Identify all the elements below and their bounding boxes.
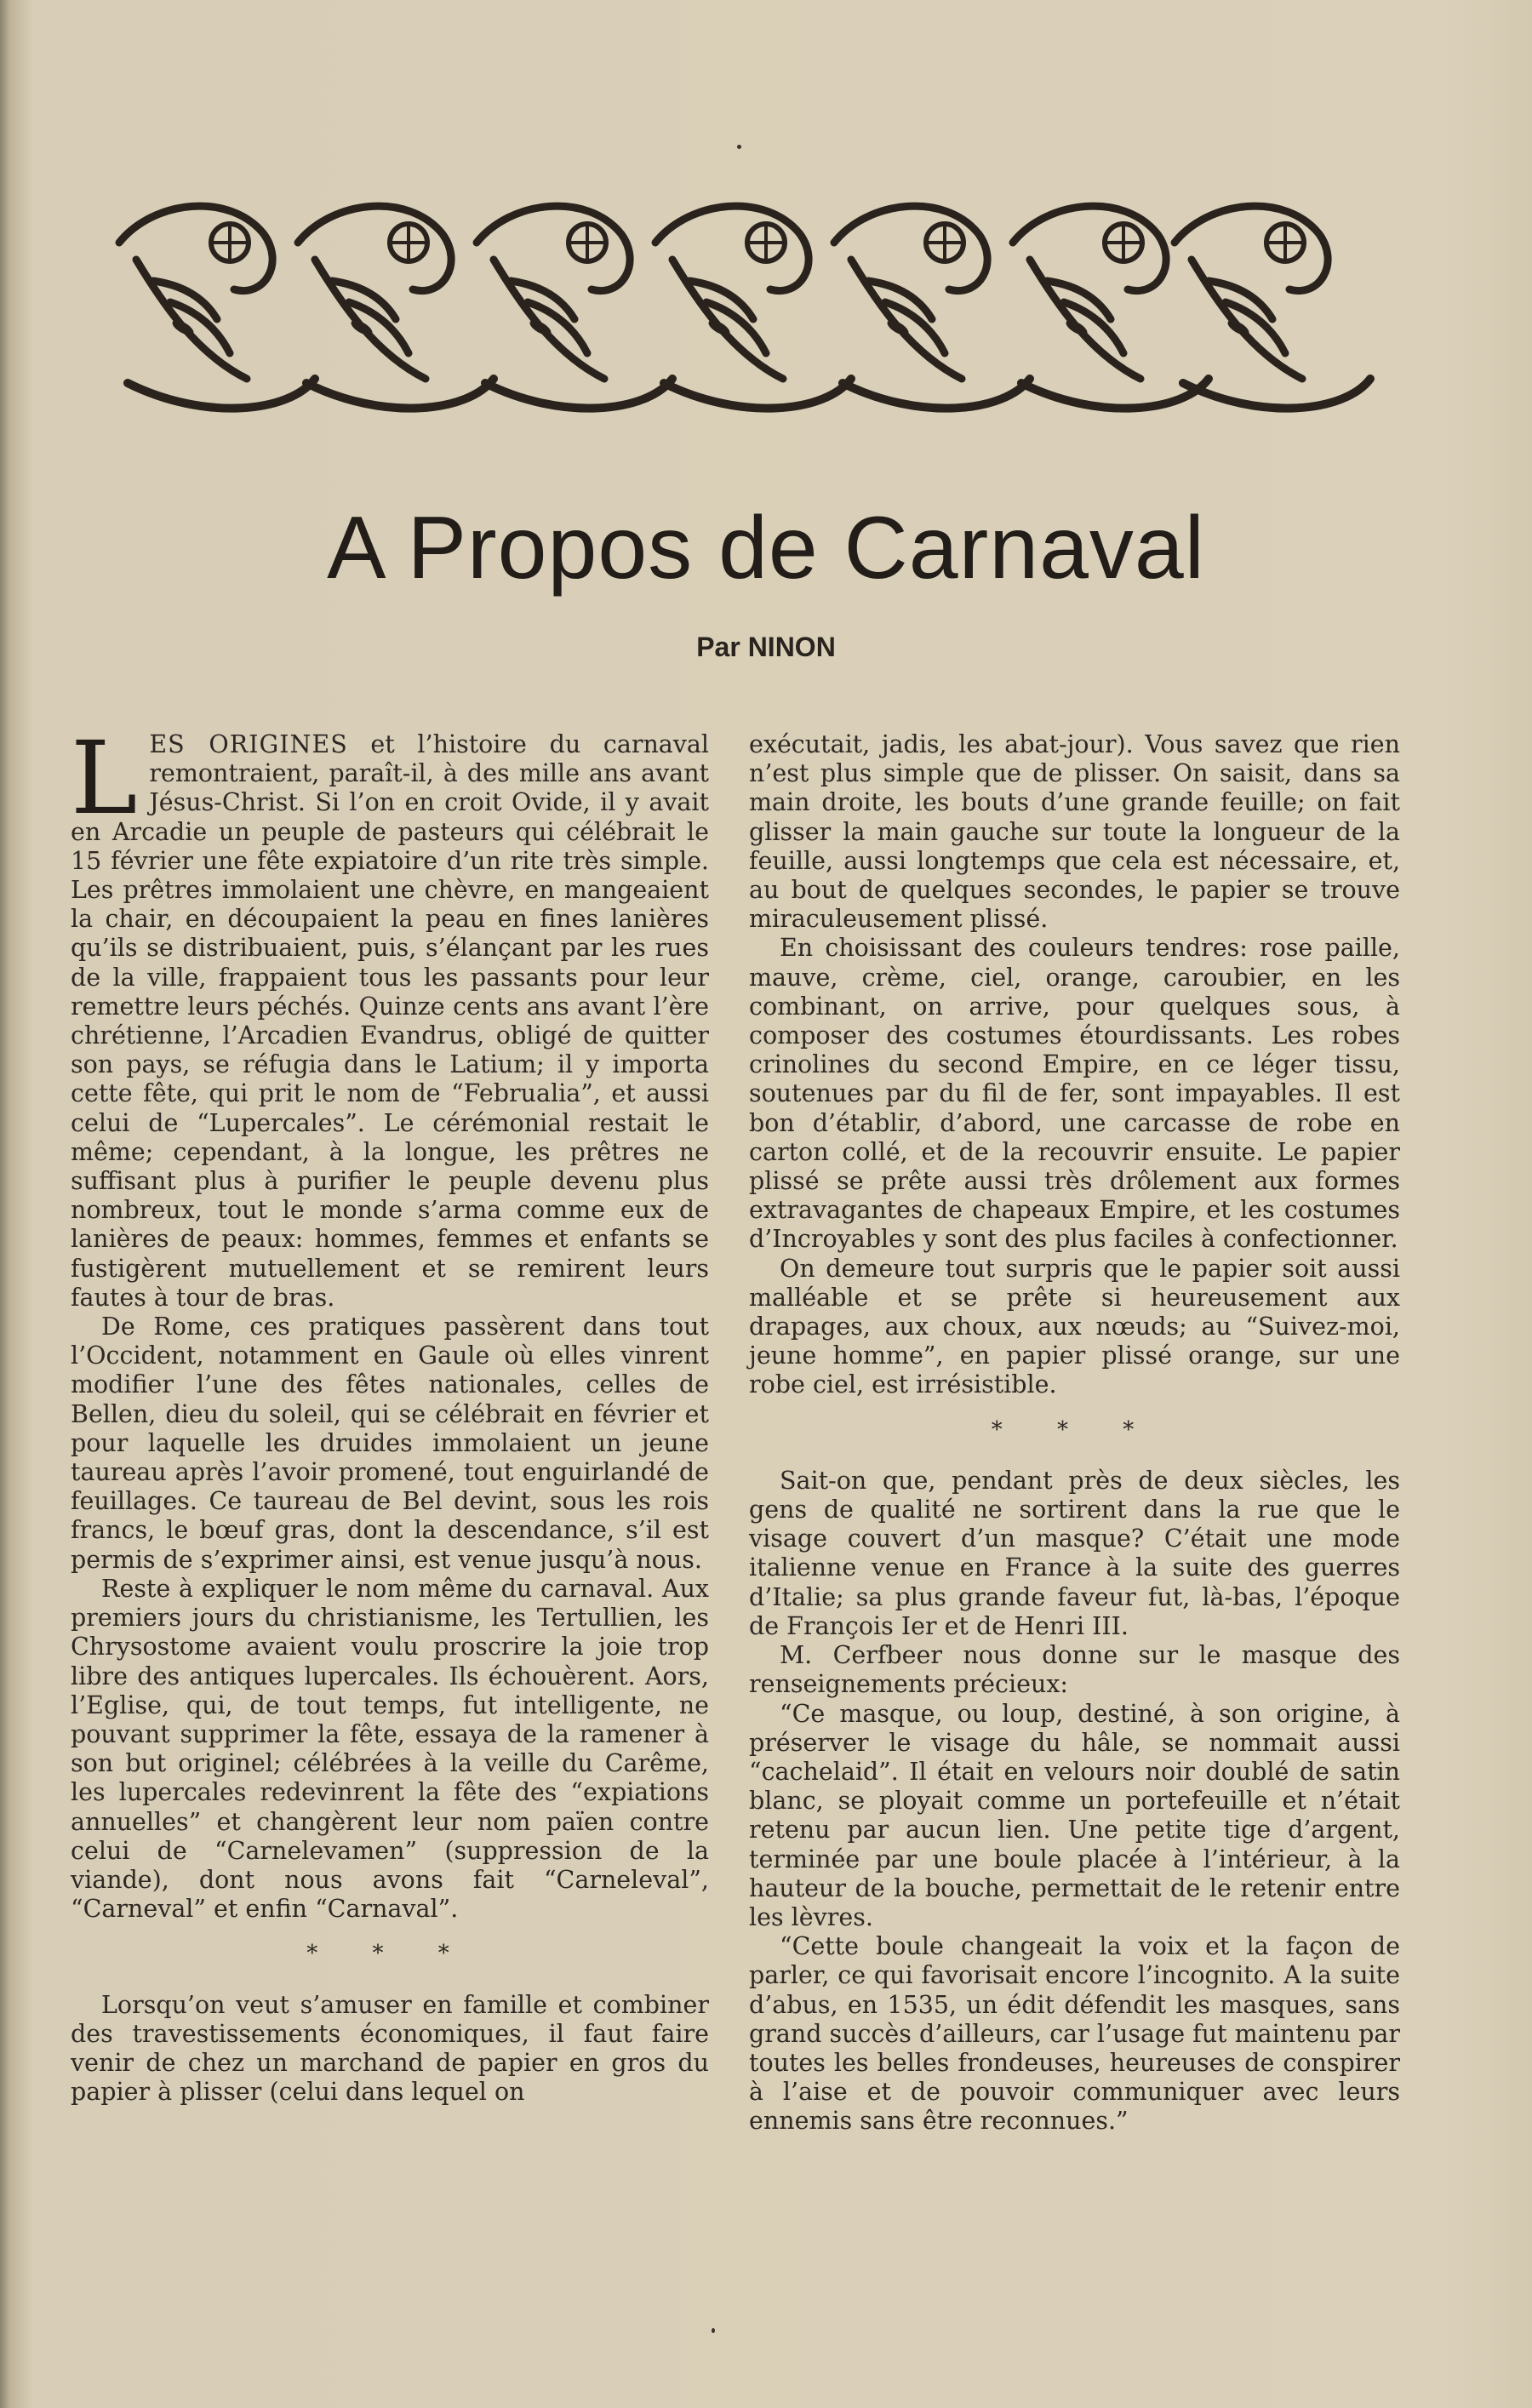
paragraph: Lorsqu’on veut s’amuser en famille et combiner des travestissements économiques, il faut faire venir de chez un marchand de papier en gros du papier à plisser (celui dans lequel on: [71, 1990, 709, 2107]
paragraph: On demeure tout surpris que le papier soit aussi malléable et se prête si heureusement aux drapages, aux choux, aux nœuds; au “Suivez-moi, jeune homme”, en papier plissé orange, sur une robe ciel, est irrésistible.: [749, 1254, 1400, 1399]
lead-smallcaps: ES ORIGINES: [149, 730, 348, 758]
floral-scroll-ornament-icon: [102, 183, 1379, 438]
ink-speck: [712, 2328, 715, 2333]
paragraph: De Rome, ces pratiques passèrent dans tout l’Occident, notamment en Gaule où elles vinrent modifier l’une des fêtes nationales, celles de Bellen, dieu du soleil, qui se célébrait en février et pour laquelle les druides immolaient un jeune taureau après l’avoir promené, tout enguirlandé de feuillages. Ce taureau de Bel devint, sous les rois francs, le bœuf gras, dont la descendance, s’il est permis de s’exprimer ainsi, est venue jusqu’à nous.: [71, 1313, 709, 1574]
paragraph: Reste à expliquer le nom même du carnaval. Aux premiers jours du christianisme, les Tertullien, les Chrysostome avaient voulu proscrire la joie trop libre des antiques lupercales. Ils échouèrent. Aors, l’Eglise, qui, de tout temps, fut intelligente, ne pouvant supprimer la fête, essaya de la ramener à son but originel; célébrées à la veille du Carême, les lupercales redevinrent la fête des “expiations annuelles” et changèrent leur nom païen contre celui de “Carnelevamen” (suppression de la viande), dont nous avons fait “Carneleval”, “Carneval” et enfin “Carnaval”.: [71, 1574, 709, 1924]
drop-cap: L: [71, 719, 138, 837]
paragraph: “Ce masque, ou loup, destiné, à son origine, à préserver le visage du hâle, se nommait aussi “cachelaid”. Il était en velours noir doublé de satin blanc, se ployait comme un portefeuille et n’était retenu par aucun lien. Une petite tige d’argent, terminée par une boule placée à l’intérieur, à la hauteur de la bouche, permettait de le retenir entre les lèvres.: [749, 1699, 1400, 1931]
paragraph: En choisissant des couleurs tendres: rose paille, mauve, crème, ciel, orange, caroubier, en les combinant, on arrive, pour quelques sous, à composer des costumes étourdissants. Les robes crinolines du second Empire, en ce léger tissu, soutenues par du fil de fer, sont impayables. Il est bon d’établir, d’abord, une carcasse de robe en carton collé, et de la recouvrir ensuite. Le papier plissé se prête aussi très drôlement aux formes extravagantes de chapeaux Empire, et les costumes d’Incroyables y sont des plus faciles à confectionner.: [749, 934, 1400, 1254]
paragraph: [71, 719, 709, 1313]
paragraph: exécutait, jadis, les abat-jour). Vous savez que rien n’est plus simple que de plisser. On saisit, dans sa main droite, les bouts d’une grande feuille; on fait glisser la main gauche sur toute la longueur de la feuille, aussi longtemps que cela est nécessaire, et, au bout de quelques secondes, le papier se trouve miraculeusement plissé.: [749, 730, 1400, 934]
article-byline: Par NINON: [696, 632, 836, 662]
right-column: [749, 730, 1400, 2136]
paragraph: “Cette boule changeait la voix et la façon de parler, ce qui favorisait encore l’incognito. A la suite d’abus, en 1535, un édit défendit les masques, sans grand succès d’ailleurs, car l’usage fut maintenu par toutes les belles frondeuses, heureuses de conspirer à l’aise et de pouvoir communiquer avec leurs ennemis sans être reconnues.”: [749, 1932, 1401, 2136]
section-divider: * * *: [991, 1416, 1158, 1443]
paragraph: M. Cerfbeer nous donne sur le masque des renseignements précieux:: [749, 1641, 1400, 1699]
article-title: A Propos de Carnaval: [327, 499, 1205, 598]
paragraph: Sait-on que, pendant près de deux siècles, les gens de qualité ne sortirent dans la rue que le visage couvert d’un masque? C’était une mode italienne venue en France à la suite des guerres d’Italie; sa plus grande faveur fut, là-bas, l’époque de François Ier et de Henri III.: [749, 1466, 1400, 1640]
left-column: [71, 719, 709, 2107]
section-divider: * * *: [306, 1941, 473, 1967]
ink-speck: [737, 145, 741, 149]
paragraph-text: et l’histoire du carnaval remontraient, paraît-il, à des mille ans avant Jésus-Christ. Si l’on en croit Ovide, il y avait en Arcadie un peuple de pasteurs qui célébrait le 15 février une fête expiatoire d’un rite très simple. Les prêtres immolaient une chèvre, en mangeaient la chair, en découpaient la peau en fines lanières qu’ils se distribuaient, puis, s’élançant par les rues de la ville, frappaient tous les passants pour leur remettre leurs péchés. Quinze cents ans avant l’ère chrétienne, l’Arcadien Evandrus, obligé de quitter son pays, se réfugia dans le Latium; il y importa cette fête, qui prit le nom de “Februalia”, et aussi celui de “Lupercales”. Le cérémonial restait le même; cependant, à la longue, les prêtres ne suffisant plus à purifier le peuple devenu plus nombreux, tout le monde s’arma comme eux de lanières de peaux: hommes, femmes et enfants se fustigèrent mutuellement et se remirent leurs fautes à tour de bras.: [71, 730, 709, 1312]
